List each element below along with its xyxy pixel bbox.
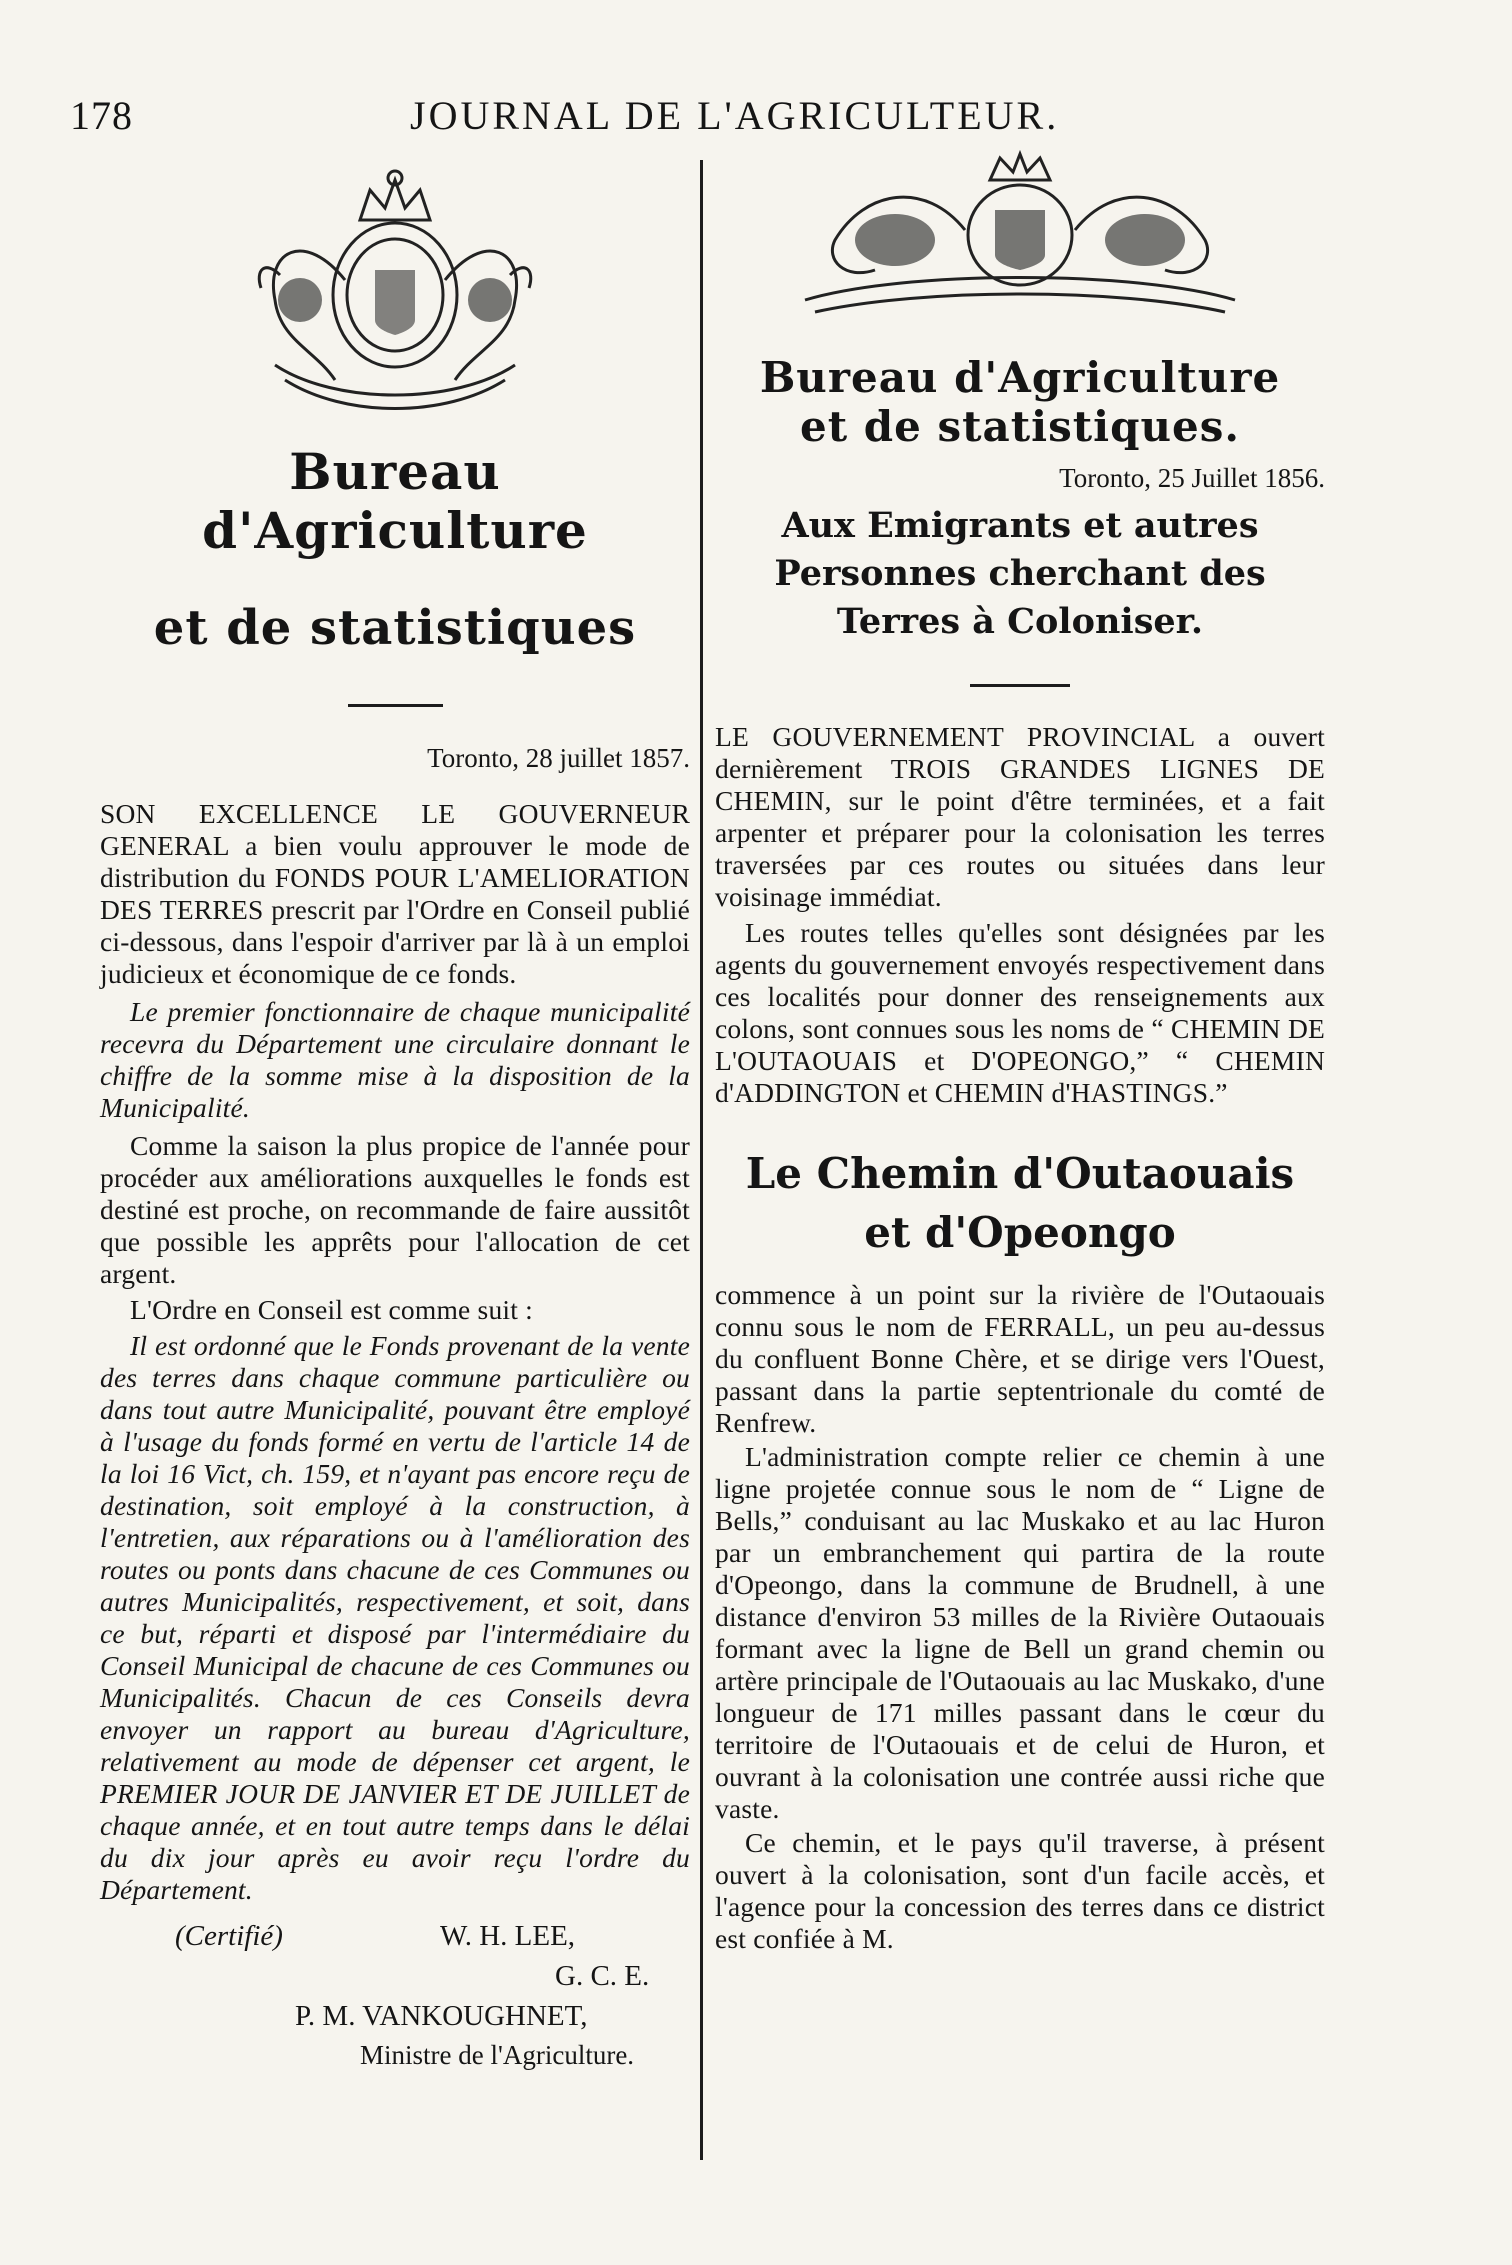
left-paragraph: Comme la saison la plus propice de l'année pour procéder aux améliorations auxquelles le fonds est destiné est proche, on recommande de faire aussitôt que possible les apprêts pour l'allocation de cet argent. — [100, 1130, 690, 1289]
signer2-line — [100, 2000, 690, 2040]
signer1-title: G. C. E. — [555, 1960, 650, 1992]
signer2-title-line — [100, 2040, 690, 2080]
royal-coat-of-arms-icon — [785, 150, 1255, 315]
right-dateline: Toronto, 25 Juillet 1856. — [1059, 463, 1325, 493]
right-short-rule — [970, 684, 1070, 687]
section-paragraph: L'administration compte relier ce chemin à une ligne projetée connue sous le nom de “ Ligne de Bells,” conduisant au lac Muskako et au lac Huron par un embranchement qui partira de la route d'Opeongo, dans la commune de Brudnell, à une distance d'environ 53 milles de la Rivière Outaouais formant avec la ligne de Bell un grand chemin ou artère principale de l'Outaouais au lac Muskako, d'une longueur de 171 milles passant dans le cœur du territoire de l'Outaouais et de celui de Huron, et ouvrant à la colonisation une contrée aussi riche que vaste. — [715, 1441, 1325, 1824]
left-order-text: Il est ordonné que le Fonds provenant de la vente des terres dans chaque commune particulière ou dans tout autre Municipalité, pouvant être employé à l'usage du fonds formé en vertu de l'article 14 de la loi 16 Vict, ch. 159, et n'ayant pas encore reçu de destination, soit employé à la construction, à l'entretien, aux réparations ou à l'amélioration des routes ou ponts dans chacune de ces Communes ou autres Municipalités, respectivement, et soit, dans ce but, réparti et disposé par l'intermédiaire du Conseil Municipal de chacune de ces Communes ou Municipalités. Chacun de ces Conseils devra envoyer un rapport au bureau d'Agriculture, relativement au mode de dépenser cet argent, le PREMIER JOUR DE JANVIER ET DE JUILLET de chaque année, et en tout autre temps dans le délai du dix jour après eu avoir reçu l'ordre du Département. — [100, 1330, 690, 1905]
certified-line — [100, 1920, 690, 1960]
right-subheading-line: Aux Emigrants et autres — [781, 505, 1259, 546]
left-body — [100, 798, 690, 1906]
right-heading-line2: et de statistiques. — [800, 402, 1240, 451]
left-heading-line2: et de statistiques — [153, 600, 637, 656]
right-paragraph: Les routes telles qu'elles sont désignées par les agents du gouvernement envoyés respectivement dans ces localités pour donner des renseignements aux colons, sont connues sous les noms de “ CHEMIN DE L'OUTAOUAIS et D'OPEONGO,” “ CHEMIN d'ADDINGTON et CHEMIN d'HASTINGS.” — [715, 917, 1325, 1108]
journal-title: JOURNAL DE L'AGRICULTEUR. — [410, 93, 1060, 138]
left-paragraph: Le premier fonctionnaire de chaque municipalité recevra du Département une circulaire donnant le chiffre de la somme mise à la disposition de la Municipalité. — [100, 996, 690, 1123]
section-heading-line2: et d'Opeongo — [864, 1208, 1176, 1257]
left-dateline: Toronto, 28 juillet 1857. — [427, 743, 690, 773]
right-paragraph: LE GOUVERNEMENT PROVINCIAL a ouvert dernièrement TROIS GRANDES LIGNES DE CHEMIN, sur le point d'être terminées, et a fait arpenter et préparer pour la colonisation les terres traversées par ces routes ou situées dans leur voisinage immédiat. — [715, 721, 1325, 912]
section-heading-line1: Le Chemin d'Outaouais — [745, 1149, 1295, 1198]
running-head — [70, 92, 1370, 142]
signer1-name: W. H. LEE, — [440, 1920, 576, 1952]
right-heading-line1: Bureau d'Agriculture — [759, 353, 1281, 402]
left-heading-line1: Bureau d'Agriculture — [202, 442, 588, 560]
signer2-title: Ministre de l'Agriculture. — [360, 2040, 635, 2070]
page-number: 178 — [70, 93, 133, 138]
signer1-title-line — [100, 1960, 690, 2000]
right-subheading-line: Personnes cherchant des — [774, 553, 1266, 594]
right-body — [715, 721, 1325, 1109]
signer2-name: P. M. VANKOUGHNET, — [295, 2000, 588, 2032]
column-divider — [700, 160, 703, 2160]
royal-coat-of-arms-icon — [195, 150, 595, 420]
certified-label: (Certifié) — [175, 1920, 283, 1952]
right-column — [715, 150, 1325, 1955]
section-paragraph: Ce chemin, et le pays qu'il traverse, à présent ouvert à la colonisation, sont d'un facile accès, et l'agence pour la concession des terres dans ce district est confiée à M. — [715, 1827, 1325, 1954]
left-paragraph: L'Ordre en Conseil est comme suit : — [130, 1294, 533, 1325]
section-body — [715, 1279, 1325, 1955]
left-paragraph: SON EXCELLENCE LE GOUVERNEUR GENERAL a bien voulu approuver le mode de distribution du FONDS POUR L'AMELIORATION DES TERRES prescrit par l'Ordre en Conseil publié ci-dessous, dans l'espoir d'arriver par là à un emploi judicieux et économique de ce fonds. — [100, 798, 690, 989]
left-short-rule — [348, 704, 443, 707]
section-paragraph: commence à un point sur la rivière de l'Outaouais connu sous le nom de FERRALL, un peu au-dessus du confluent Bonne Chère, et se dirige vers l'Ouest, passant dans la partie septentrionale du comté de Renfrew. — [715, 1279, 1325, 1438]
right-subheading-line: Terres à Coloniser. — [836, 601, 1204, 642]
left-column — [100, 150, 690, 2080]
